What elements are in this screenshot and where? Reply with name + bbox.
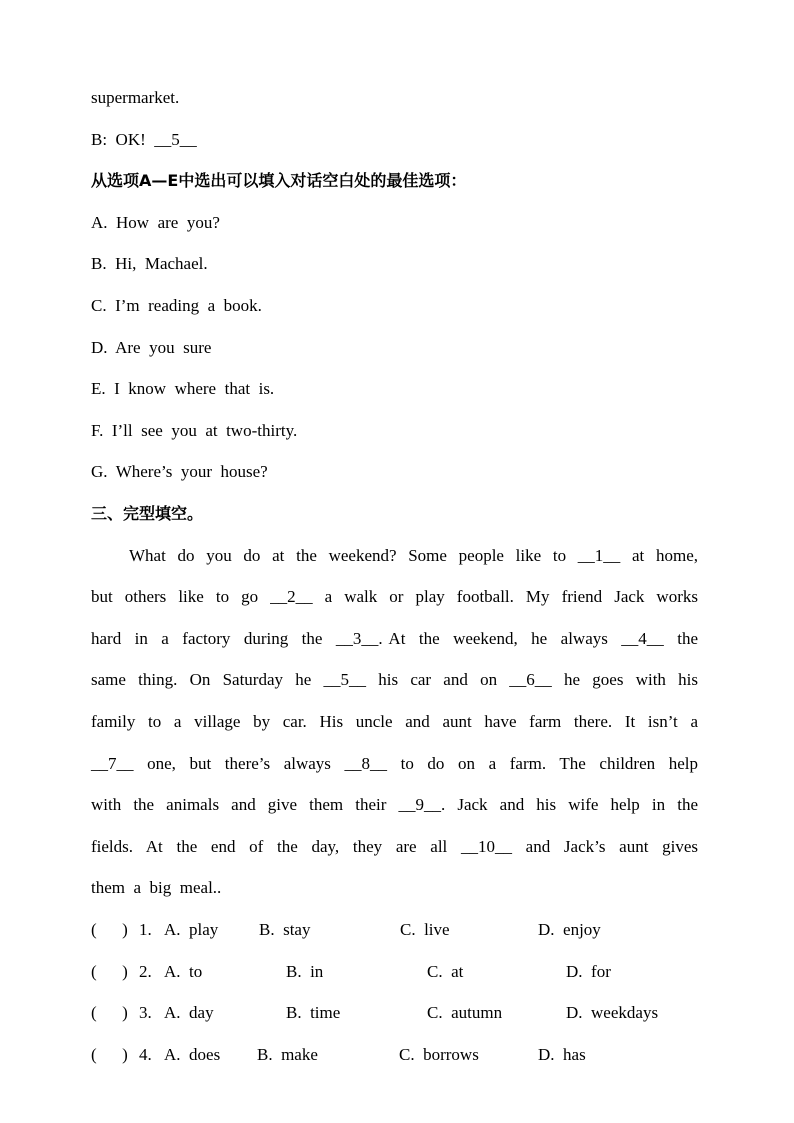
choice-a: A. to [164,962,203,981]
passage-line: fields. At the end of the day, they are all __10__ and Jack’s aunt gives [91,837,698,856]
instruction-text: 从选项A—E中选出可以填入对话空白处的最佳选项： [91,171,467,190]
option-d: D. Are you sure [91,338,212,357]
option-b: B. Hi, Machael. [91,254,208,273]
question-row [91,919,711,941]
choice-d: D. enjoy [538,920,601,939]
option-c: C. I’m reading a book. [91,296,262,315]
choice-c: C. borrows [399,1045,479,1064]
choice-d: D. has [538,1045,586,1064]
section-title: 三、完型填空。 [91,504,204,523]
answer-paren: ( ) [91,962,128,981]
choice-a: A. does [164,1045,221,1064]
choice-c: C. autumn [427,1003,503,1022]
passage-line: __7__ one, but there’s always __8__ to do on a farm. The children help [91,754,698,773]
question-row [91,961,711,983]
answer-paren: ( ) [91,1045,128,1064]
passage-line: but others like to go __2__ a walk or play football. My friend Jack works [91,587,698,606]
choice-b: B. make [257,1045,318,1064]
question-number: 3. [139,1003,152,1022]
passage-line: family to a village by car. His uncle and aunt have farm there. It isn’t a [91,712,698,731]
answer-paren: ( ) [91,920,128,939]
dialogue-line: supermarket. [91,88,180,107]
choice-c: C. at [427,962,464,981]
choice-b: B. stay [259,920,311,939]
choice-d: D. for [566,962,611,981]
option-g: G. Where’s your house? [91,462,268,481]
choice-c: C. live [400,920,450,939]
choice-a: A. play [164,920,219,939]
answer-paren: ( ) [91,1003,128,1022]
choice-d: D. weekdays [566,1003,659,1022]
question-number: 2. [139,962,152,981]
passage-line: same thing. On Saturday he __5__ his car and on __6__ he goes with his [91,670,698,689]
question-number: 4. [139,1045,152,1064]
question-row [91,1002,711,1024]
passage-line: them a big meal.. [91,878,222,897]
question-row [91,1044,711,1066]
dialogue-line: B: OK! __5__ [91,130,197,149]
passage-line: with the animals and give them their __9__. Jack and his wife help in the [91,795,698,814]
choice-a: A. day [164,1003,214,1022]
question-number: 1. [139,920,152,939]
option-a: A. How are you? [91,213,220,232]
option-f: F. I’ll see you at two-thirty. [91,421,298,440]
option-e: E. I know where that is. [91,379,275,398]
passage-line: What do you do at the weekend? Some people like to __1__ at home, [129,546,698,565]
choice-b: B. in [286,962,324,981]
passage-line: hard in a factory during the __3__. At the weekend, he always __4__ the [91,629,698,648]
choice-b: B. time [286,1003,341,1022]
